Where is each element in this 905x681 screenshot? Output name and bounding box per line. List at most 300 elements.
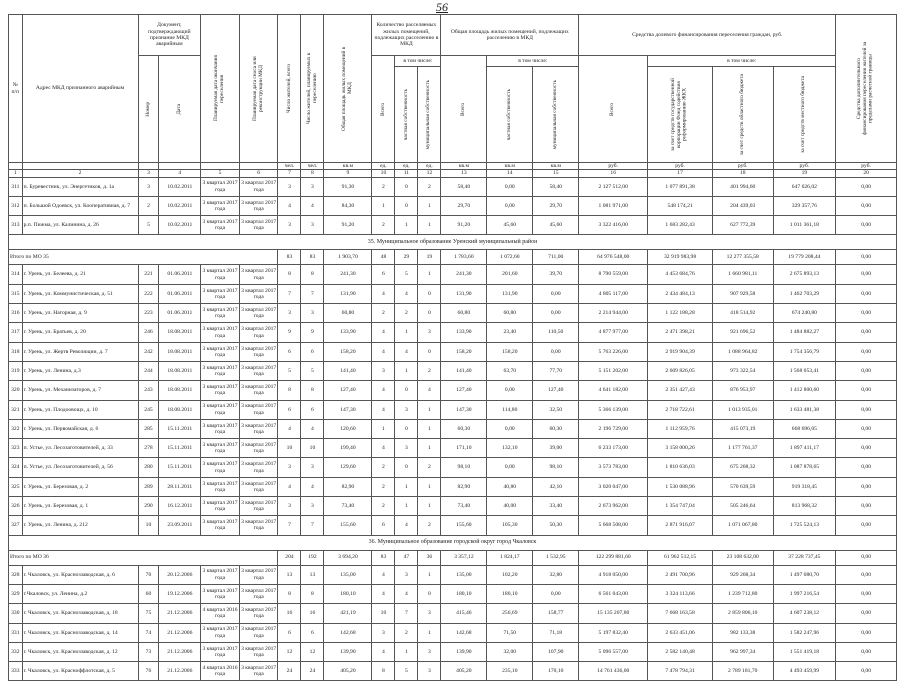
table-cell: 3 xyxy=(278,304,301,323)
address-cell: г. Урень, ул. Березовая, д. 2 xyxy=(22,477,138,496)
unit-cell xyxy=(9,163,23,170)
quarter-cell: 3 квартал 2017 года xyxy=(239,419,278,438)
table-row xyxy=(9,497,897,516)
address-cell: п. Большой Одоевск, ул. Кооперативная, д. 7 xyxy=(22,196,138,215)
table-row xyxy=(9,196,897,215)
table-cell: 29,70 xyxy=(441,196,487,215)
unit-cell: чел. xyxy=(301,163,324,170)
table-cell: 1 354 747,04 xyxy=(648,497,713,516)
total-label: Итого по МО 35 xyxy=(9,250,278,265)
address-cell: г. Урень, ул. Плодоовощх, д. 10 xyxy=(22,400,138,419)
total-cell: 3 694,20 xyxy=(324,550,372,565)
table-cell: 3 xyxy=(278,216,301,235)
table-row xyxy=(9,623,897,642)
table-cell: 2 434 484,13 xyxy=(648,284,713,303)
table-cell: 158,20 xyxy=(324,342,372,361)
header-funds-total: Всего xyxy=(609,102,616,116)
table-cell: 982 133,38 xyxy=(712,623,773,642)
table-cell: 973 322,54 xyxy=(712,361,773,380)
table-cell: 158,20 xyxy=(441,342,487,361)
table-cell: 0,00 xyxy=(487,419,533,438)
table-cell: 107,90 xyxy=(533,642,579,661)
table-cell: 0,00 xyxy=(836,642,897,661)
total-cell: 1 824,17 xyxy=(487,550,533,565)
table-cell: 23.09.2011 xyxy=(159,516,201,535)
column-number-cell: 12 xyxy=(418,170,441,177)
table-cell: 548 174,21 xyxy=(648,196,713,215)
table-cell: 180,10 xyxy=(324,584,372,603)
table-cell: 2 xyxy=(395,304,418,323)
table-cell: 0,00 xyxy=(836,400,897,419)
header-area-private: частная собственность xyxy=(505,88,512,141)
table-cell: 0,00 xyxy=(836,604,897,623)
row-number-cell: 331 xyxy=(9,623,23,642)
quarter-cell: 3 квартал 2017 года xyxy=(201,304,240,323)
table-cell: 0,00 xyxy=(533,584,579,603)
table-cell: 505 246,64 xyxy=(712,497,773,516)
table-cell: 1 xyxy=(395,497,418,516)
table-cell: 1 412 800,60 xyxy=(773,381,836,400)
header-funds-local: за счет средств местного бюджета xyxy=(800,76,807,153)
table-cell: 0,00 xyxy=(836,623,897,642)
table-cell: 58,40 xyxy=(441,177,487,196)
row-number-cell: 317 xyxy=(9,323,23,342)
table-cell: 0 xyxy=(418,342,441,361)
table-cell: 15 135 207,80 xyxy=(579,604,648,623)
table-cell: 155,60 xyxy=(324,516,372,535)
table-cell: 4 xyxy=(395,516,418,535)
table-cell: 1 xyxy=(418,196,441,215)
total-cell: 36 xyxy=(418,550,441,565)
table-cell: 15.11.2011 xyxy=(159,419,201,438)
table-cell: 1 725 524,13 xyxy=(773,516,836,535)
quarter-cell: 3 квартал 2017 года xyxy=(201,642,240,661)
table-cell: 1 462 703,29 xyxy=(773,284,836,303)
table-cell: 5 xyxy=(278,361,301,380)
header-document: Документ, подтверждающий признание МКД аварийным xyxy=(138,15,201,56)
table-cell: 1 897 411,17 xyxy=(773,439,836,458)
table-cell: 10 xyxy=(278,439,301,458)
table-cell: 24 xyxy=(278,662,301,681)
quarter-cell: 3 квартал 2017 года xyxy=(239,642,278,661)
table-cell: 418 514,92 xyxy=(712,304,773,323)
table-cell: 4 xyxy=(372,284,395,303)
table-row xyxy=(9,304,897,323)
header-area-total: Общая площадь жилых помещений в МКД xyxy=(341,46,353,131)
table-row xyxy=(9,284,897,303)
table-header xyxy=(9,15,897,178)
table-cell: 7 xyxy=(278,516,301,535)
table-cell: 3 322 416,00 xyxy=(579,216,648,235)
table-cell: 4 xyxy=(372,584,395,603)
table-cell: 7 xyxy=(301,516,324,535)
table-cell: 4 xyxy=(372,400,395,419)
table-row xyxy=(9,265,897,284)
table-cell: 28.11.2011 xyxy=(159,477,201,496)
header-planned-end: Планируемая дата окончания переселения xyxy=(213,55,226,122)
header-funds-including: в том числе: xyxy=(648,56,836,67)
quarter-cell: 3 квартал 2017 года xyxy=(201,196,240,215)
table-cell: 8 xyxy=(301,584,324,603)
table-cell: 6 xyxy=(301,342,324,361)
quarter-cell: 3 квартал 2017 года xyxy=(201,584,240,603)
table-cell: 0,00 xyxy=(836,662,897,681)
column-number-cell: 7 xyxy=(278,170,301,177)
quarter-cell: 3 квартал 2017 года xyxy=(239,565,278,584)
row-number-cell: 319 xyxy=(9,361,23,380)
table-cell: 147,30 xyxy=(324,400,372,419)
address-cell: г. Урень, ул. Братьев, д. 20 xyxy=(22,323,138,342)
address-cell: г. Урень, ул. Первомайская, д. 6 xyxy=(22,419,138,438)
header-residents: Число жителей, всего xyxy=(285,64,292,113)
table-cell: 158,77 xyxy=(533,604,579,623)
table-cell: 4 xyxy=(395,284,418,303)
table-cell: 1 011 361,18 xyxy=(773,216,836,235)
quarter-cell: 3 квартал 2017 года xyxy=(239,516,278,535)
table-cell: 91,20 xyxy=(441,216,487,235)
header-funds-group: Средства долевого финансирования переселения граждан, руб. xyxy=(579,15,836,56)
quarter-cell: 3 квартал 2017 года xyxy=(201,265,240,284)
address-cell: г. Урень, ул. Ленина, д. 212 xyxy=(22,516,138,535)
column-number-cell: 19 xyxy=(773,170,836,177)
table-cell: 19.12.2006 xyxy=(159,584,201,603)
column-number-cell: 6 xyxy=(239,170,278,177)
resettlement-table xyxy=(8,14,897,681)
table-cell: 4 xyxy=(395,342,418,361)
table-cell: 5 151 202,00 xyxy=(579,361,648,380)
table-cell: 221 xyxy=(138,265,159,284)
header-rooms-private: частная собственность xyxy=(402,88,409,141)
table-cell: 421,19 xyxy=(324,604,372,623)
table-cell: 401 994,60 xyxy=(712,177,773,196)
table-cell: 42,10 xyxy=(533,477,579,496)
table-cell: 60,30 xyxy=(533,419,579,438)
header-planned-demolish: Планируемая дата сноса или реконструкции МКД xyxy=(251,56,264,121)
table-cell: 0,00 xyxy=(836,516,897,535)
total-cell: 1 903,70 xyxy=(324,250,372,265)
table-cell: 204 439,03 xyxy=(712,196,773,215)
table-cell: 0,00 xyxy=(836,265,897,284)
table-cell: 16 xyxy=(278,604,301,623)
table-cell: 63,70 xyxy=(487,361,533,380)
table-cell: 12 xyxy=(278,642,301,661)
table-cell: 1 xyxy=(395,323,418,342)
address-cell: г. Урень, ул. Жертв Революции, д. 7 xyxy=(22,342,138,361)
address-cell: г. Чкаловск, ул. Красноззаводская, д. 6 xyxy=(22,565,138,584)
column-number-cell: 2 xyxy=(22,170,138,177)
table-cell: 4 xyxy=(372,439,395,458)
table-cell: 2 127 512,00 xyxy=(579,177,648,196)
address-cell: г. Урень, ул. Нагорная, д. 9 xyxy=(22,304,138,323)
unit-cell: руб. xyxy=(648,163,713,170)
table-cell: 4 453 684,76 xyxy=(648,265,713,284)
table-cell: 10 xyxy=(372,604,395,623)
table-cell: 1 754 356,79 xyxy=(773,342,836,361)
table-cell: 2 196 729,00 xyxy=(579,419,648,438)
quarter-cell: 3 квартал 2017 года xyxy=(201,216,240,235)
table-cell: 0,00 xyxy=(836,177,897,196)
table-cell: 4 xyxy=(301,196,324,215)
table-cell: 180,10 xyxy=(441,584,487,603)
units-row xyxy=(9,163,897,170)
table-cell: 2 xyxy=(372,458,395,477)
header-area-group: Общая площадь жилых помещений, подлежащих расселению в МКД xyxy=(441,15,579,56)
table-cell: 01.06.2011 xyxy=(159,265,201,284)
header-doc-date: Дата xyxy=(175,103,182,115)
table-cell: 0 xyxy=(418,304,441,323)
table-cell: 4 877 977,00 xyxy=(579,323,648,342)
header-extra-funds: Средства дополнительного финансирования переселения жителей за пределами расчетной границы xyxy=(856,41,875,136)
table-cell: 1 551 419,18 xyxy=(773,642,836,661)
row-number-cell: 322 xyxy=(9,419,23,438)
table-row xyxy=(9,323,897,342)
header-area-including: в том числе: xyxy=(487,56,579,67)
table-cell: 6 xyxy=(372,265,395,284)
total-row xyxy=(9,250,897,265)
table-row xyxy=(9,477,897,496)
table-cell: 1 088 964,82 xyxy=(712,342,773,361)
table-cell: 0,00 xyxy=(836,216,897,235)
table-cell: 256,69 xyxy=(487,604,533,623)
total-cell: 29 xyxy=(395,250,418,265)
table-cell: 0,00 xyxy=(836,381,897,400)
table-cell: 1 xyxy=(418,400,441,419)
unit-cell: кв.м xyxy=(533,163,579,170)
table-cell: 0,00 xyxy=(487,381,533,400)
table-cell: 1 xyxy=(395,642,418,661)
table-cell: 0 xyxy=(395,177,418,196)
table-cell: 6 561 043,00 xyxy=(579,584,648,603)
table-cell: 18.08.2011 xyxy=(159,342,201,361)
table-cell: 32,80 xyxy=(533,565,579,584)
table-cell: 4 xyxy=(301,419,324,438)
table-cell: 3 xyxy=(418,604,441,623)
quarter-cell: 3 квартал 2017 года xyxy=(239,400,278,419)
table-cell: 7 478 794,31 xyxy=(648,662,713,681)
table-cell: 4 xyxy=(372,381,395,400)
quarter-cell: 3 квартал 2017 года xyxy=(201,419,240,438)
table-cell: 5 xyxy=(138,216,159,235)
table-cell: 21.12.2006 xyxy=(159,642,201,661)
table-cell: 32,00 xyxy=(487,642,533,661)
table-cell: 0,00 xyxy=(836,458,897,477)
table-cell: 71,50 xyxy=(487,623,533,642)
table-cell: 3 xyxy=(395,565,418,584)
table-cell: 2 871 916,07 xyxy=(648,516,713,535)
table-cell: 2 675 893,13 xyxy=(773,265,836,284)
table-cell: 29,70 xyxy=(533,196,579,215)
table-cell: 1 497 080,70 xyxy=(773,565,836,584)
table-cell: 142,68 xyxy=(441,623,487,642)
quarter-cell: 3 квартал 2017 года xyxy=(201,342,240,361)
table-cell: 18.08.2011 xyxy=(159,323,201,342)
table-cell: 675 268,32 xyxy=(712,458,773,477)
table-cell: 0,00 xyxy=(836,497,897,516)
table-cell: 33,40 xyxy=(533,497,579,516)
header-rooms-including: в том числе: xyxy=(395,56,441,67)
table-cell: 0,00 xyxy=(836,584,897,603)
table-cell: 0,00 xyxy=(487,458,533,477)
table-cell: 2 xyxy=(418,516,441,535)
total-cell: 23 108 632,00 xyxy=(712,550,773,565)
table-cell: 147,30 xyxy=(441,400,487,419)
quarter-cell: 3 квартал 2017 года xyxy=(201,284,240,303)
table-cell: 120,60 xyxy=(324,419,372,438)
table-cell: 12 xyxy=(301,642,324,661)
table-cell: 8 xyxy=(278,381,301,400)
table-cell: 0 xyxy=(395,381,418,400)
table-row xyxy=(9,662,897,681)
table-cell: 1 239 712,80 xyxy=(712,584,773,603)
column-number-cell: 15 xyxy=(533,170,579,177)
table-cell: 919 318,45 xyxy=(773,477,836,496)
table-cell: 6 xyxy=(278,400,301,419)
table-cell: 60,80 xyxy=(324,304,372,323)
table-cell: 0,00 xyxy=(487,196,533,215)
table-cell: 77,70 xyxy=(533,361,579,380)
table-cell: 98,10 xyxy=(533,458,579,477)
table-cell: 2 633 451,06 xyxy=(648,623,713,642)
table-cell: 5 xyxy=(395,265,418,284)
table-cell: 13 xyxy=(301,565,324,584)
row-number-cell: 329 xyxy=(9,584,23,603)
table-cell: 21.12.2006 xyxy=(159,623,201,642)
table-cell: 40,80 xyxy=(487,477,533,496)
table-cell: 415,46 xyxy=(441,604,487,623)
table-cell: 241,30 xyxy=(441,265,487,284)
quarter-cell: 3 квартал 2017 года xyxy=(239,196,278,215)
table-cell: 1 013 935,01 xyxy=(712,400,773,419)
table-cell: 127,40 xyxy=(533,381,579,400)
table-cell: 2 xyxy=(372,216,395,235)
quarter-cell: 3 квартал 2017 года xyxy=(239,584,278,603)
table-cell: 0,00 xyxy=(836,323,897,342)
table-cell: 242 xyxy=(138,342,159,361)
row-number-cell: 328 xyxy=(9,565,23,584)
table-cell: 8 790 559,00 xyxy=(579,265,648,284)
table-cell: 929 268,34 xyxy=(712,565,773,584)
table-row xyxy=(9,381,897,400)
table-cell: 0 xyxy=(418,584,441,603)
table-cell: 2 859 806,10 xyxy=(712,604,773,623)
table-cell: 74 xyxy=(138,623,159,642)
table-cell: 132,10 xyxy=(487,439,533,458)
total-cell: 83 xyxy=(301,250,324,265)
table-cell: 4 918 050,00 xyxy=(579,565,648,584)
table-cell: 8 xyxy=(278,265,301,284)
column-number-cell: 9 xyxy=(324,170,372,177)
table-cell: 3 158 000,26 xyxy=(648,439,713,458)
quarter-cell: 3 квартал 2017 года xyxy=(201,323,240,342)
table-cell: 139,90 xyxy=(441,642,487,661)
table-row xyxy=(9,642,897,661)
table-cell: 0,00 xyxy=(533,342,579,361)
table-cell: 4 xyxy=(278,196,301,215)
total-cell: 19 xyxy=(418,250,441,265)
address-cell: п. Устье, ул. Лесозаготовителей, д. 33 xyxy=(22,439,138,458)
table-cell: 114,80 xyxy=(487,400,533,419)
table-cell: 415 073,19 xyxy=(712,419,773,438)
table-cell: 0 xyxy=(395,458,418,477)
quarter-cell: 3 квартал 2017 года xyxy=(239,604,278,623)
table-cell: 4 xyxy=(372,323,395,342)
table-cell: 1 xyxy=(395,361,418,380)
table-cell: 141,40 xyxy=(324,361,372,380)
table-cell: 155,60 xyxy=(441,516,487,535)
table-row xyxy=(9,516,897,535)
row-number-cell: 320 xyxy=(9,381,23,400)
table-cell: 5 668 508,00 xyxy=(579,516,648,535)
quarter-cell: 3 квартал 2017 года xyxy=(201,623,240,642)
table-cell: 127,40 xyxy=(441,381,487,400)
table-cell: 70 xyxy=(138,565,159,584)
section-title: 36. Муниципальное образование городской округ город Чкаловск xyxy=(9,535,897,550)
table-cell: 1 530 088,96 xyxy=(648,477,713,496)
table-cell: 2 xyxy=(418,177,441,196)
table-cell: 627 772,39 xyxy=(712,216,773,235)
column-number-cell: 18 xyxy=(712,170,773,177)
address-cell: г. Урень, ул. Ленина, д.3 xyxy=(22,361,138,380)
row-number-cell: 318 xyxy=(9,342,23,361)
total-cell: 19 779 208,44 xyxy=(773,250,836,265)
table-body xyxy=(9,177,897,681)
table-cell: 15.11.2011 xyxy=(159,439,201,458)
table-cell: 201,60 xyxy=(487,265,533,284)
table-cell: 2 xyxy=(372,497,395,516)
table-cell: 1 087 878,65 xyxy=(773,458,836,477)
quarter-cell: 4 квартал 2016 года xyxy=(201,662,240,681)
table-cell: 3 xyxy=(301,497,324,516)
table-cell: 5 197 832,40 xyxy=(579,623,648,642)
quarter-cell: 3 квартал 2017 года xyxy=(239,342,278,361)
table-cell: 3 xyxy=(301,304,324,323)
row-number-cell: 326 xyxy=(9,497,23,516)
total-cell: 1 783,60 xyxy=(441,250,487,265)
table-cell: 20.12.2006 xyxy=(159,565,201,584)
table-cell: 6 xyxy=(278,342,301,361)
table-cell: 82,90 xyxy=(324,477,372,496)
table-cell: 131,90 xyxy=(487,284,533,303)
table-cell: 0,00 xyxy=(836,304,897,323)
table-row xyxy=(9,419,897,438)
table-cell: 171,10 xyxy=(441,439,487,458)
table-cell: 4 641 182,00 xyxy=(579,381,648,400)
table-row xyxy=(9,361,897,380)
table-cell: 3 xyxy=(278,458,301,477)
unit-cell xyxy=(22,163,138,170)
table-cell: 0,00 xyxy=(836,419,897,438)
table-cell: 6 233 173,00 xyxy=(579,439,648,458)
total-cell: 1 532,95 xyxy=(533,550,579,565)
table-cell: 235,10 xyxy=(487,662,533,681)
row-number-cell: 327 xyxy=(9,516,23,535)
unit-cell xyxy=(159,163,201,170)
table-cell: 6 xyxy=(278,623,301,642)
quarter-cell: 3 квартал 2017 года xyxy=(239,623,278,642)
table-cell: 2 351 427,43 xyxy=(648,381,713,400)
table-cell: 5 xyxy=(395,662,418,681)
table-cell: 180,10 xyxy=(487,584,533,603)
table-cell: 0,00 xyxy=(836,342,897,361)
unit-cell xyxy=(239,163,278,170)
table-cell: 7 xyxy=(301,284,324,303)
total-cell: 83 xyxy=(372,550,395,565)
column-number-cell: 14 xyxy=(487,170,533,177)
table-cell: 73 xyxy=(138,642,159,661)
unit-cell: чел. xyxy=(278,163,301,170)
table-cell: 139,90 xyxy=(324,642,372,661)
total-cell: 0,00 xyxy=(836,250,897,265)
